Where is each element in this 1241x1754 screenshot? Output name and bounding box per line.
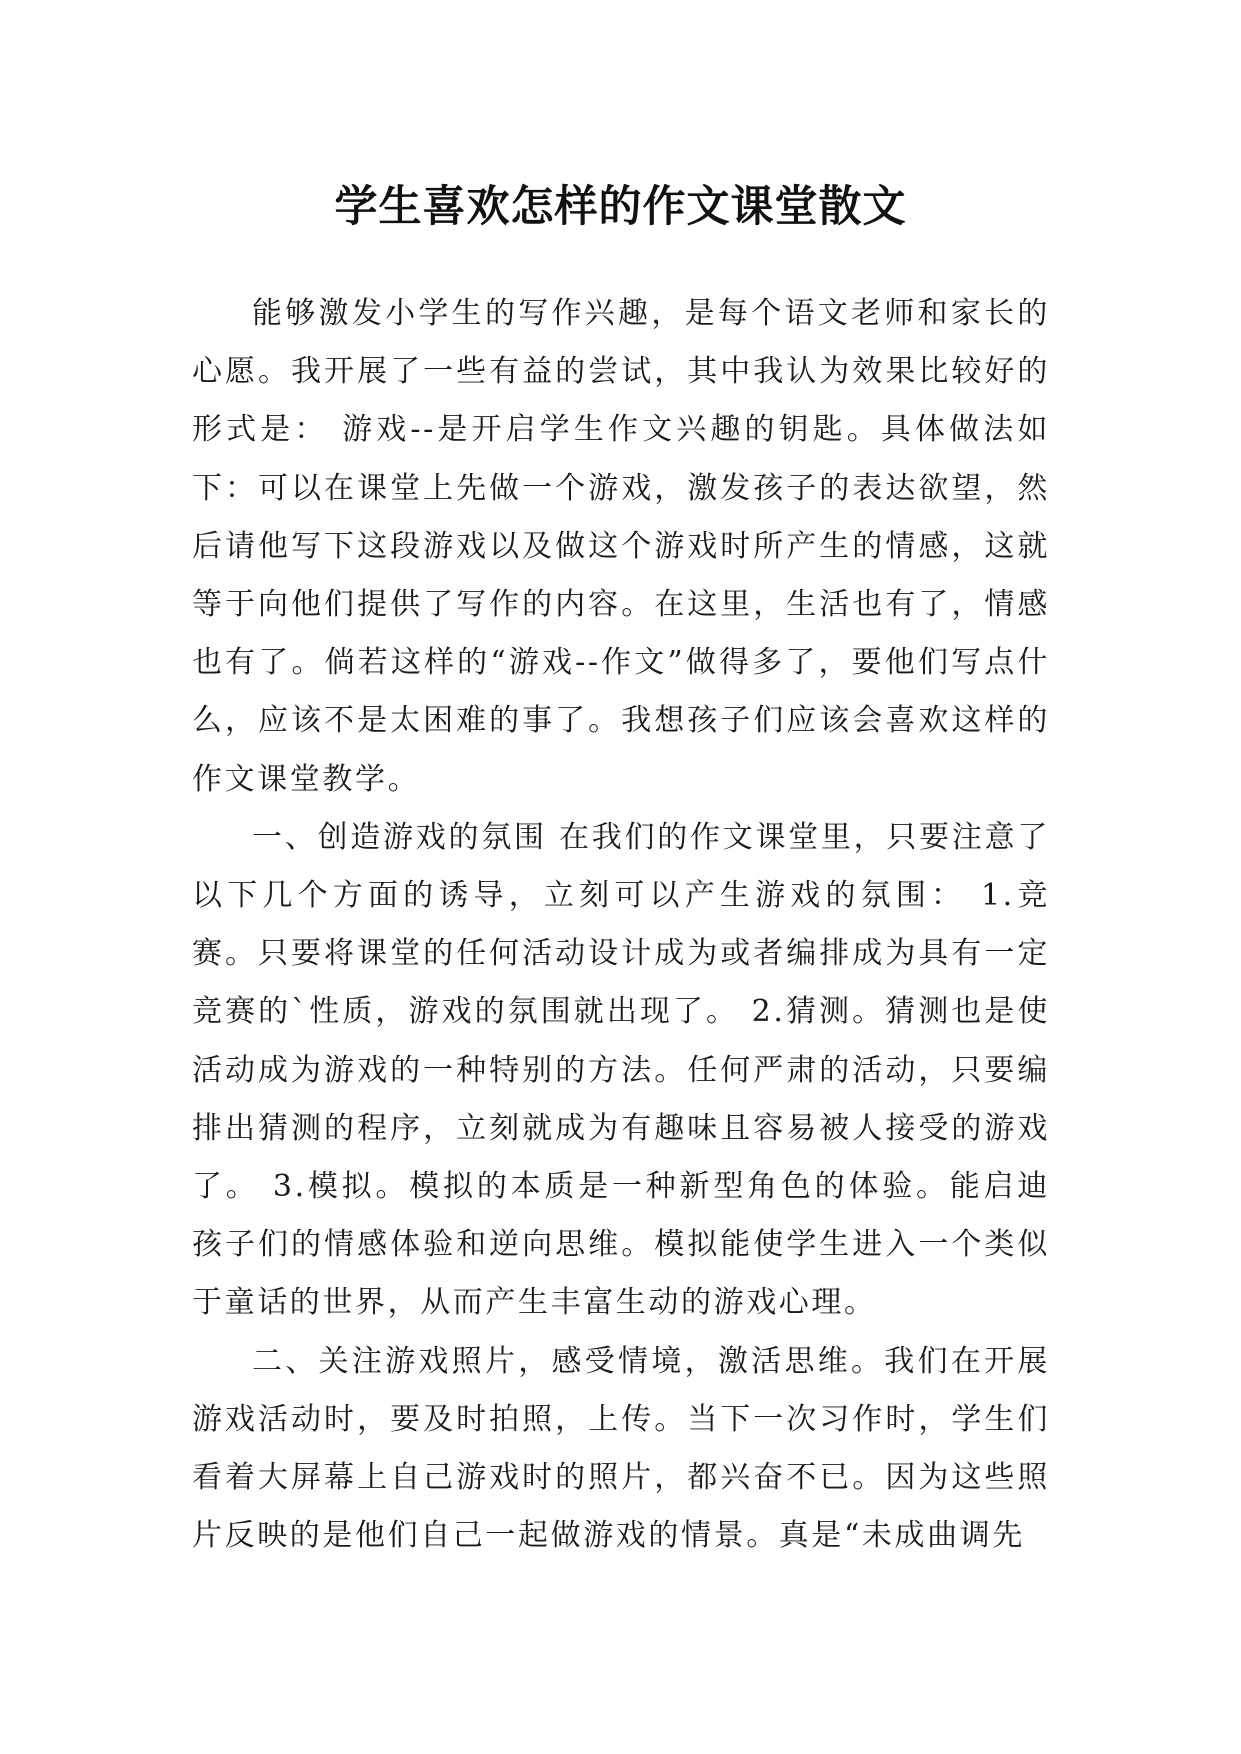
paragraph-section-two: 二、关注游戏照片，感受情境，激活思维。我们在开展游戏活动时，要及时拍照，上传。当下一次习作时，学生们看着大屏幕上自己游戏时的照片，都兴奋不已。因为这些照片反映的是他们自己一起做游戏的情景。真是“未成曲调先 — [192, 1343, 1050, 1554]
paragraph-section-one: 一、创造游戏的氛围 在我们的作文课堂里，只要注意了以下几个方面的诱导，立刻可以产生游戏的氛围： 1.竞赛。只要将课堂的任何活动设计成为或者编排成为具有一定竞赛的`性质，游戏的氛围就出现了。 2.猜测。猜测也是使活动成为游戏的一种特别的方法。任何严肃的活动，只要编排出猜测的程序，立刻就成为有趣味且容易被人接受的游戏了。 3.模拟。模拟的本质是一种新型角色的体验。能启迪孩子们的情感体验和逆向思维。模拟能使学生进入一个类似于童话的世界，从而产生丰富生动的游戏心理。 — [192, 819, 1050, 1321]
document-title: 学生喜欢怎样的作文课堂散文 — [334, 181, 907, 232]
document-body — [192, 285, 1050, 1565]
paragraph-intro: 能够激发小学生的写作兴趣，是每个语文老师和家长的心愿。我开展了一些有益的尝试，其中我认为效果比较好的形式是： 游戏--是开启学生作文兴趣的钥匙。具体做法如下：可以在课堂上先做一个游戏，激发孩子的表达欲望，然后请他写下这段游戏以及做这个游戏时所产生的情感，这就等于向他们提供了写作的内容。在这里，生活也有了，情感也有了。倘若这样的“游戏--作文”做得多了，要他们写点什么，应该不是太困难的事了。我想孩子们应该会喜欢这样的作文课堂教学。 — [192, 296, 1050, 797]
